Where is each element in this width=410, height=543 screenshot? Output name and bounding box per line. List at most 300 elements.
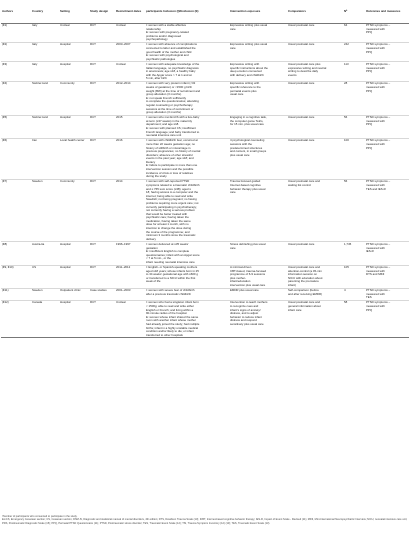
cell-participants <box>145 265 229 288</box>
cell-participants-line: gestation <box>146 245 158 250</box>
cell-participants-line: E: women with psychological and <box>146 53 189 58</box>
table-row <box>1 265 409 288</box>
cell-participants-line: group allocation (3 months) <box>146 110 182 115</box>
cell-participants-line: neonatal intensive care unit <box>146 133 182 138</box>
cell-authors: (€1) <box>1 23 31 42</box>
cell-participants-line: transferred to other hospitals <box>146 332 183 337</box>
cell-outcomes <box>365 265 409 288</box>
cell-outcomes-line: PTSD symptoms – <box>366 288 391 293</box>
cell-participants-line: events in the past year; age ≥18; and <box>146 156 194 161</box>
cell-participants-line: < 7 at 5 min., or the <box>146 256 171 261</box>
cell-intervention-line: care <box>230 190 236 195</box>
cell-outcomes <box>365 138 409 179</box>
cell-outcomes-line: PPQ <box>366 307 373 312</box>
cell-participants-line: at term (≥37 weeks) in the maternity <box>146 118 193 123</box>
cell-outcomes-line: PPQ <box>366 145 373 150</box>
cell-participants-line: infant needing neonatal intensive care <box>146 259 195 264</box>
cell-comparators-line: infant care <box>288 307 302 312</box>
cell-study-design: RCT <box>89 300 115 337</box>
cell-authors: (€11) <box>1 288 31 300</box>
cell-comparators-line: Usual postnatal care <box>288 23 315 27</box>
cell-outcomes-line: PTSD symptoms – <box>366 61 391 66</box>
cell-intervention-line: usual care <box>230 92 244 97</box>
cell-participants-line: minimum 3 months since the traumatic <box>146 233 196 238</box>
cell-outcomes-line: PTSD symptoms – <box>366 115 391 120</box>
cell-country: Italy <box>31 62 59 81</box>
cell-comparators-line: Usual postnatal care <box>288 81 315 86</box>
cell-participants-line: and ≤ 765 sum score (≥38); aged ≥ <box>146 186 191 191</box>
cell-intervention-line: programme of 6-9 sessions <box>230 272 266 277</box>
cell-outcomes-line: PTSD symptoms – <box>366 138 391 143</box>
cell-authors: (€5) <box>1 115 31 138</box>
cell-comparators-line: and after receiving EMDR) <box>288 291 323 296</box>
cell-participants-line: sessions at the time of recruitment or <box>146 106 194 111</box>
cell-country: Iran <box>31 138 59 179</box>
cell-participants-line: English or French; and living within a <box>146 307 194 312</box>
cell-outcomes-line: measured with <box>366 26 385 31</box>
cell-setting: Local health center <box>59 138 89 179</box>
cell-n: 56 <box>343 179 365 242</box>
cell-outcomes <box>365 23 409 42</box>
cell-participants-line: good health of the mother and child <box>146 49 192 54</box>
cell-outcomes-line: measured with <box>366 118 385 123</box>
cell-n: 4 <box>343 288 365 300</box>
cell-intervention-line: CBT-based, trauma-focused <box>230 268 267 273</box>
cell-comparators-line: waiting list control <box>288 182 311 187</box>
cell-n: 105 <box>343 265 365 288</box>
cell-participants-line: I: women with very preterm infant (<32 <box>146 81 196 86</box>
cell-participants-line: delivery <box>146 236 156 241</box>
cell-study-design: Case studies <box>89 288 115 300</box>
cell-participants-line: E: failure to participate in more than one <box>146 163 198 168</box>
cell-outcomes-line: DTS and MINI <box>366 272 385 277</box>
cell-intervention-line: Internet-based cognitive <box>230 182 261 187</box>
cell-participants-line: condition and/or likely to die; or infant <box>146 329 194 334</box>
cell-comparators-line: information session on <box>288 272 317 277</box>
cell-participants <box>145 23 229 42</box>
cell-authors: (€7) <box>1 179 31 242</box>
cell-outcomes-line: measured with <box>366 65 385 70</box>
table-row <box>1 42 409 61</box>
cell-outcomes-line: PPQ <box>366 49 373 54</box>
cell-participants-line: more than 22 weeks gestation age; no <box>146 141 196 146</box>
cell-comparators-line: Usual postnatal care plus <box>288 61 321 66</box>
cell-intervention-line: plus usual care <box>230 152 250 157</box>
cell-comparators-line: Usual postnatal care <box>288 241 315 246</box>
cell-study-design: RCT <box>89 115 115 138</box>
cell-participants-line: to complete the questionnaires; attending <box>146 99 199 104</box>
cell-country: Switzer-land <box>31 115 59 138</box>
cell-intervention-line: and content, in small groups <box>230 149 267 154</box>
cell-study-design: RCT <box>89 23 115 42</box>
header-n: Nª <box>343 0 365 23</box>
cell-participants-line: in anamnesis; age ≥18, a healthy baby <box>146 69 196 74</box>
cell-comparators-line: parenting the premature <box>288 279 319 284</box>
cell-intervention <box>229 81 287 115</box>
cell-comparators <box>287 138 343 179</box>
table-row <box>1 288 409 300</box>
table-header <box>1 0 409 23</box>
header-participants: participants Inclusion (I)/Exclusion (E) <box>145 0 229 23</box>
cell-participants-line: during the study. <box>146 174 168 179</box>
cell-authors: (€2) <box>1 42 31 61</box>
table-row <box>1 81 409 115</box>
cell-setting: Hospital <box>59 265 89 288</box>
cell-intervention-line: Expressive writing plus usual <box>230 42 268 47</box>
cell-comparators <box>287 62 343 81</box>
cell-participants-line: E: women whose infant shared the same <box>146 314 199 319</box>
cell-intervention <box>229 42 287 61</box>
cell-outcomes-line: measured with <box>366 85 385 89</box>
table-row <box>1 300 409 337</box>
cell-setting: Hospital <box>59 42 89 61</box>
cell-participants-line: psychopathology <box>146 37 168 42</box>
cell-participants-line: internet; being able to read and write <box>146 193 193 198</box>
cell-country: Italy <box>31 23 59 42</box>
table-row <box>1 242 409 265</box>
header-recruitment-dates: Recruitment dates <box>115 0 145 23</box>
cell-setting: Hospital <box>59 300 89 337</box>
cell-intervention-line: perinatal events plus <box>230 88 257 93</box>
cell-participants-line: connected to labor and established the <box>146 46 196 51</box>
cell-study-design: RCT <box>89 62 115 81</box>
cell-outcomes-line: TES and IES-R <box>366 186 386 191</box>
cell-study-design: RCT <box>89 265 115 288</box>
cell-outcomes-line: PTSD symptoms – <box>366 42 391 47</box>
cell-outcomes-line: measured with <box>366 46 385 51</box>
header-row <box>1 0 409 23</box>
cell-participants-line: regular counseling or psychotherapy <box>146 102 193 107</box>
cell-intervention-line: with delivery and childbirth <box>230 72 264 77</box>
cell-comparators-line: infant) <box>288 282 297 287</box>
cell-comparators-line: attention-control (a 45-min <box>288 268 322 273</box>
cell-intervention-line: Expressive writing with <box>230 81 260 86</box>
cell-setting: Hospital <box>59 242 89 265</box>
cell-recruitment-dates: 2001–2003 <box>115 288 145 300</box>
cell-outcomes <box>365 115 409 138</box>
cell-participants-line: I: English- or Spanish-speaking mothers <box>146 265 198 269</box>
header-outcomes: Outcomes and measures <box>365 0 409 23</box>
cell-participants-line: previous pregnancies; no history of mental <box>146 149 201 154</box>
cell-intervention-line: distress, and to adjust <box>230 311 259 316</box>
table-row <box>1 138 409 179</box>
cell-intervention-line: deep emotion connected <box>230 69 262 74</box>
cell-participants-line: had already joined the study; had multiple <box>146 321 200 326</box>
header-authors: Authors <box>1 0 31 23</box>
cell-setting: Unclear <box>59 23 89 42</box>
cell-n: 113 <box>343 62 365 81</box>
cell-participants-line: I: women with self-reported PTSD <box>146 179 190 184</box>
cell-country: Italy <box>31 42 59 61</box>
header-country: Country <box>31 0 59 23</box>
cell-recruitment-dates: Unclear <box>115 300 145 337</box>
cell-intervention-line: Trauma focused guided <box>230 179 261 184</box>
cell-setting: Community <box>59 179 89 242</box>
cell-participants-line: I: women with absence of complications <box>146 42 197 47</box>
cell-recruitment-dates: 2014 <box>115 179 145 242</box>
cell-recruitment-dates: 2003–2007 <box>115 42 145 61</box>
cell-intervention <box>229 242 287 265</box>
cell-setting: Outpatient clinic <box>59 288 89 300</box>
cell-intervention-line: sessions with the <box>230 141 253 146</box>
cell-n: 58 <box>343 300 365 337</box>
cell-participants-line: after a previous traumatic childbirth <box>146 291 191 296</box>
cell-n: 1,745 <box>343 242 365 265</box>
cell-recruitment-dates: Unclear <box>115 62 145 81</box>
cell-outcomes-line: PTSD symptoms – <box>366 241 391 246</box>
cell-recruitment-dates: Unclear <box>115 23 145 42</box>
cell-participants-line: E: women with pregnancy-related <box>146 30 189 35</box>
cell-intervention-line: specific instructions about the <box>230 65 268 70</box>
cell-comparators-line: NICU with education about <box>288 275 323 280</box>
cell-comparators-line: general information about <box>288 303 321 308</box>
cell-authors: (€6) <box>1 138 31 179</box>
cell-authors: (€8) <box>1 242 31 265</box>
table-body <box>1 23 409 338</box>
cell-intervention-line: specific reference to the <box>230 85 261 89</box>
cell-n: 242 <box>343 42 365 61</box>
cell-recruitment-dates: 2012–2014 <box>115 81 145 115</box>
cell-participants <box>145 300 229 337</box>
cell-intervention <box>229 138 287 179</box>
cell-outcomes <box>365 242 409 265</box>
footnote-abbreviations: EmCS, Emergency Cesarean section; CS, Cesarean section; DSM-IV, Diagnostic and statistical manual of mental disorders, 4th edition; DTS, Davidson Trauma Scale (13); ICBT, Internet-based cognitive behavior therapy; IES-R, Impact of Event Scale - Revised (11); MINI, Mini-International Neuropsychiatric Interview; NICU, neonatal intensive care unit; PDS, Posttraumatic Diagnostic Scale (15); PPQ, Perinatal PTSD Questionnaire (11); PTSD, Posttraumatic stress disorder; TES, Traumatic Event Scale (12); TSI, Trauma Symptom Inventory (12) (13); TES, Traumatic Event Scale (13). <box>2 518 408 525</box>
cell-participants-line: I: women who had a singleton infant born <box>146 300 199 305</box>
cell-intervention-line: care <box>230 46 236 51</box>
cell-participants-line: questionnaires; infant with an Apgar score <box>146 252 200 257</box>
cell-intervention-line: A minimal-driven <box>230 265 252 269</box>
cell-country: US <box>31 265 59 288</box>
cell-study-design: RCT <box>89 81 115 115</box>
cell-outcomes <box>365 81 409 115</box>
cell-participants-line: group allocation (3 months). <box>146 92 182 97</box>
cell-comparators-line: Usual postnatal care and <box>288 179 320 184</box>
cell-intervention-line: EMDR plus usual care <box>230 288 259 293</box>
cell-participants-line: intention to change the dose during <box>146 226 192 231</box>
cell-country: Austra-lia <box>31 242 59 265</box>
cell-participants-line: medication, having taken the same <box>146 218 191 223</box>
cell-participants <box>145 242 229 265</box>
cell-outcomes-line: PTSD symptoms – <box>366 81 391 86</box>
footnote-participants: ªNumber of participants who consented to participate in the study. <box>2 515 78 518</box>
cell-intervention-line: predetermined structures <box>230 145 263 150</box>
cell-participants-line: weeks of gestation) or <1500 g birth <box>146 85 193 89</box>
cell-intervention <box>229 62 287 81</box>
cell-intervention-line: the computer game Tetris, <box>230 118 264 123</box>
cell-participants-line: literacy <box>146 159 156 164</box>
cell-comparators-line: Self-comparison (before <box>288 288 319 293</box>
header-intervention: Intervention exposure <box>229 0 287 23</box>
cell-outcomes-line: measured with <box>366 141 385 146</box>
cell-comparators <box>287 115 343 138</box>
cell-setting: Hospital <box>59 62 89 81</box>
cell-participants-line: intervention session and the possible <box>146 167 194 172</box>
cell-outcomes-line: measured with <box>366 182 385 187</box>
cell-outcomes-line: PTSD symptoms – <box>366 265 391 269</box>
cell-intervention-line: 4 psychological counseling <box>230 138 265 143</box>
cell-comparators-line: Usual postnatal care <box>288 42 315 47</box>
cell-comparators-line: Usual postnatal care <box>288 138 315 143</box>
cell-country: Canada <box>31 300 59 337</box>
cell-participants-line: incidence of crisis or loss of relatives <box>146 170 193 175</box>
header-comparators: Comparators <box>287 0 343 23</box>
cell-participants-line: problems and/or diagnosed <box>146 33 182 38</box>
cell-outcomes-line: PPQ <box>366 88 373 93</box>
cell-comparators <box>287 265 343 288</box>
cell-comparators <box>287 242 343 265</box>
cell-outcomes-line: PTSD symptoms – <box>366 300 391 305</box>
cell-comparators-line: writing to describe daily <box>288 69 319 74</box>
table-row <box>1 115 409 138</box>
cell-participants-line: E: not speak French sufficiently <box>146 95 187 100</box>
cell-participants <box>145 138 229 179</box>
cell-participants-line: relationship <box>146 26 161 31</box>
cell-intervention-line: for 15 min. plus usual care <box>230 122 264 127</box>
cell-participants-line: 90-minute radius of the hospital. <box>146 311 188 316</box>
cell-participants-line: to 34 weeks' gestational age with ≥600 g <box>146 272 198 277</box>
cell-intervention-line: plus mother- <box>230 275 247 280</box>
cell-intervention-line: care <box>230 245 236 250</box>
cell-setting: Community <box>59 81 89 115</box>
cell-recruitment-dates: 2015 <box>115 115 145 138</box>
cell-participants-line: I: women delivered at ≥35 weeks' <box>146 241 189 246</box>
cell-intervention-line: behavior to reduce infant <box>230 314 262 319</box>
cell-outcomes-line: PPQ <box>366 69 373 74</box>
cell-participants-line: the course of the programme; and <box>146 229 190 234</box>
cell-intervention <box>229 115 287 138</box>
cell-authors: (€4) <box>1 81 31 115</box>
cell-recruitment-dates: 1996–1997 <box>115 242 145 265</box>
header-study-design: Study design <box>89 0 115 23</box>
cell-outcomes-line: measured with <box>366 245 385 250</box>
cell-intervention <box>229 23 287 42</box>
cell-comparators-line: Usual postnatal care and <box>288 265 320 269</box>
cell-participants-line: aged ≥18 years; whose infants born in 25 <box>146 268 199 273</box>
cell-participants-line: I: women who met EmCS with a live-baby <box>146 115 200 120</box>
cell-outcomes-line: TES <box>366 295 372 300</box>
cell-intervention-line: Intervention to teach mothers <box>230 300 268 305</box>
cell-intervention-line: infant/education <box>230 279 251 284</box>
cell-authors: (€9, €10) <box>1 265 31 288</box>
cell-intervention-line: Stress debriefing plus usual <box>230 241 266 246</box>
cell-study-design: RCT <box>89 242 115 265</box>
cell-comparators-line: expressive writing and neutral <box>288 65 327 70</box>
cell-comparators <box>287 42 343 61</box>
cell-outcomes-line: PTSD symptoms – <box>366 23 391 27</box>
cell-comparators-line: Usual postnatal care and <box>288 300 320 305</box>
cell-participants-line: currently participating in psychotherapy; <box>146 204 197 209</box>
cell-participants <box>145 115 229 138</box>
cell-outcomes <box>365 288 409 300</box>
cell-recruitment-dates: 2016 <box>115 138 145 179</box>
cell-outcomes-line: PTSD symptoms – <box>366 179 391 184</box>
cell-participants <box>145 62 229 81</box>
cell-intervention-line: infant's signs of anxiety/ <box>230 307 261 312</box>
cell-country: Switzer-land <box>31 81 59 115</box>
cell-intervention-line: Expressive writing plus usual <box>230 23 268 27</box>
cell-outcomes-line: IES-R <box>366 249 374 254</box>
cell-participants <box>145 81 229 115</box>
cell-intervention <box>229 300 287 337</box>
cell-outcomes <box>365 62 409 81</box>
cell-participants-line: room with another infant whose mother <box>146 318 196 323</box>
cell-participants-line: or transferred to a NICU within the first <box>146 275 196 280</box>
table-footnotes <box>2 515 408 525</box>
cell-intervention <box>229 288 287 300</box>
cell-participants-line: week of life <box>146 279 161 284</box>
cell-outcomes-line: measured with <box>366 291 385 296</box>
cell-comparators-line: events <box>288 72 297 77</box>
cell-participants-line: history of stillbirth or miscarriage in <box>146 145 191 150</box>
cell-participants <box>145 288 229 300</box>
cell-participants-line: E: insufficient English to complete <box>146 249 190 254</box>
cell-participants-line: French language; and baby transferred to <box>146 129 200 134</box>
cell-country: Sweden <box>31 288 59 300</box>
cell-participants-line: < 1500g; able to read and write either <box>146 303 194 308</box>
cell-intervention-line: Engaging in a cognitive task, <box>230 115 267 120</box>
cell-outcomes-line: PPQ <box>366 122 373 127</box>
cell-participants-line: not currently having a serious problem <box>146 208 196 213</box>
cell-participants-line: I: women with adequate knowledge of the <box>146 61 200 66</box>
cell-outcomes <box>365 179 409 242</box>
cell-participants-line: I: women with childbirth fear, occurred at <box>146 138 198 143</box>
cell-participants-line: I: women with a stable affective <box>146 23 187 27</box>
cell-outcomes-line: measured with <box>366 268 385 273</box>
cell-authors: (€3) <box>1 62 31 81</box>
cell-participants-line: that would be better treated with <box>146 211 188 216</box>
cell-participants-line: psychiatric care; having taken the <box>146 215 189 220</box>
cell-n: 28 <box>343 81 365 115</box>
cell-intervention <box>229 265 287 288</box>
cell-n: 100 <box>343 138 365 179</box>
studies-table <box>1 0 409 338</box>
cell-study-design: RCT <box>89 42 115 61</box>
cell-study-design: RCT <box>89 138 115 179</box>
cell-intervention-line: care <box>230 26 236 31</box>
cell-study-design: RCT <box>89 179 115 242</box>
cell-participants-line: problems requiring more urgent care; not <box>146 200 199 205</box>
cell-participants-line: with the Apgar score > 7 at 1 and at <box>146 72 192 77</box>
cell-participants-line: 18; having access to a computer and the <box>146 190 199 195</box>
cell-participants-line: department; and age ≥18. <box>146 122 180 127</box>
table-row <box>1 23 409 42</box>
cell-participants-line: Italian language, no psychiatric diagnosis <box>146 65 199 70</box>
cell-participants-line: symptoms related to a traumatic childbirth <box>146 182 200 187</box>
cell-participants-line: disorders; absence of other stressful <box>146 152 193 157</box>
cell-intervention-line: Expressive writing with <box>230 61 260 66</box>
cell-setting: Hospital <box>59 115 89 138</box>
cell-participants-line: births; infant in a highly unstable medical <box>146 325 199 330</box>
cell-participants-line: psychiatric pathologies <box>146 56 176 61</box>
cell-recruitment-dates: 2011–2012 <box>115 265 145 288</box>
cell-comparators <box>287 23 343 42</box>
table-row <box>1 62 409 81</box>
cell-country: Sweden <box>31 179 59 242</box>
cell-participants-line: I: women with severe fear of childbirth <box>146 288 195 293</box>
cell-participants-line: E: women with planned CS; insufficient <box>146 126 196 131</box>
cell-participants-line: weight (BW) at the time of recruitment and <box>146 88 201 93</box>
cell-comparators <box>287 81 343 115</box>
cell-intervention-line: to recognize cues and <box>230 303 259 308</box>
cell-intervention-line: distress and respond <box>230 318 257 323</box>
cell-participants-line: Swedish; not being pregnant; no having <box>146 197 197 202</box>
cell-intervention-line: sensitively plus usual care <box>230 321 264 326</box>
cell-participants-line: dose for at least 1 month, with no <box>146 222 189 227</box>
cell-comparators-line: Usual postnatal care <box>288 115 315 120</box>
cell-authors: (€12) <box>1 300 31 337</box>
cell-participants-line: 5 min, after birth <box>146 76 167 81</box>
cell-comparators <box>287 179 343 242</box>
